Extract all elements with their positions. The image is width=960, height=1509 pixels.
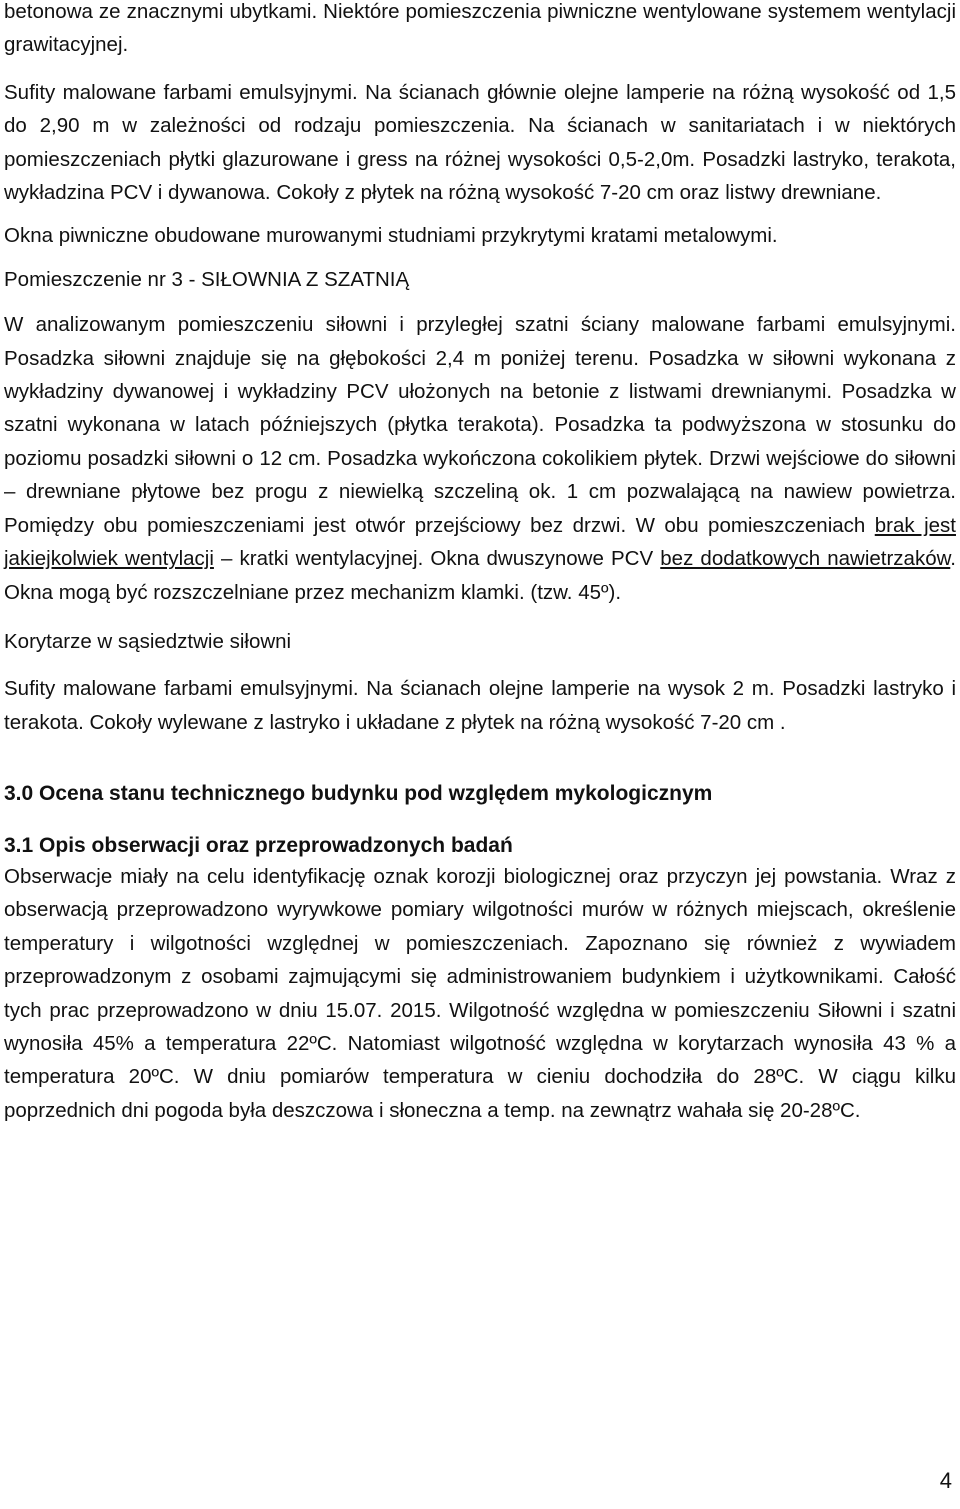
- section-heading-3-0: 3.0 Ocena stanu technicznego budynku pod względem mykologicznym: [4, 782, 713, 806]
- gym-text-underline-ventilation: brak jest jakiejkolwiek wentylacji: [4, 513, 956, 571]
- document-page: [4, 0, 956, 1127]
- section-heading-3-1: 3.1 Opis obserwacji oraz przeprowadzonych badań: [4, 833, 513, 857]
- paragraph-gym-description: [4, 308, 956, 609]
- page-number: 4: [939, 1468, 952, 1493]
- room-heading-gym: Pomieszczenie nr 3 - SIŁOWNIA Z SZATNIĄ: [4, 267, 410, 291]
- gym-text-underline-vents: bez dodatkowych nawietrzaków: [660, 547, 951, 571]
- paragraph-basement-windows: Okna piwniczne obudowane murowanymi studniami przykrytymi kratami metalowymi.: [4, 224, 778, 248]
- paragraph-observations: Obserwacje miały na celu identyfikację oznak korozji biologicznej oraz przyczyn jej powstania. Wraz z obserwacją przeprowadzono wyrywkowe pomiary wilgotności murów w różnych miejscach, określenie temperatury i wilgotności względnej w pomieszczeniach. Zapoznano się również z wywiadem przeprowadzonym z osobami zajmującymi się administrowaniem budynkiem i użytkownikami. Całość tych prac przeprowadzono w dniu 15.07. 2015. Wilgotność względna w pomieszczeniu Siłowni i szatni wynosiła 45% a temperatura 22ºC. Natomiast wilgotność względna w korytarzach wynosiła 43 % a temperatura 20ºC. W dniu pomiarów temperatura w cieniu dochodziła do 28ºC. W ciągu kilku poprzednich dni pogoda była deszczowa i słoneczna a temp. na zewnątrz wahała się 20-28ºC.: [4, 864, 956, 1122]
- paragraph-corridors: Sufity malowane farbami emulsyjnymi. Na ścianach olejne lamperie na wysok 2 m. Posadzki lastryko i terakota. Cokoły wylewane z lastryko i układane z płytek na różną wysokość 7-20 cm .: [4, 677, 956, 734]
- gym-text-part3: . Okna mogą być rozszczelniane przez mechanizm klamki. (tzw. 45º).: [4, 547, 956, 604]
- gym-text-part2: – kratki wentylacyjnej. Okna dwuszynowe PCV: [213, 547, 661, 571]
- gym-text-part1: W analizowanym pomieszczeniu siłowni i przyległej szatni ściany malowane farbami emulsyjnymi. Posadzka siłowni znajduje się na głębokości 2,4 m poniżej terenu. Posadzka w siłowni wykonana z wykładziny dywanowej i wykładziny PCV ułożonych na betonie z listwami drewnianymi. Posadzka w szatni wykonana w latach późniejszych (płytka terakota). Posadzka ta podwyższona w stosunku do poziomu posadzki siłowni o 12 cm. Posadzka wykończona cokolikiem płytek. Drzwi wejściowe do siłowni – drewniane płytowe bez progu z niewielką szczeliną ok. 1 cm pozwalającą na nawiew powietrza. Pomiędzy obu pomieszczeniami jest otwór przejściowy bez drzwi. W obu pomieszczeniach: [4, 313, 956, 537]
- room-heading-corridors: Korytarze w sąsiedztwie siłowni: [4, 629, 292, 653]
- paragraph-basement-ventilation: betonowa ze znacznymi ubytkami. Niektóre pomieszczenia piwniczne wentylowane systemem wentylacji grawitacyjnej.: [4, 0, 956, 57]
- paragraph-finishes: Sufity malowane farbami emulsyjnymi. Na ścianach głównie olejne lamperie na różną wysokość od 1,5 do 2,90 m w zależności od rodzaju pomieszczenia. Na ścianach w sanitariatach i w niektórych pomieszczeniach płytki glazurowane i gress na różnej wysokości 0,5-2,0m. Posadzki lastryko, terakota, wykładzina PCV i dywanowa. Cokoły z płytek na różną wysokość 7-20 cm oraz listwy drewniane.: [4, 80, 956, 205]
